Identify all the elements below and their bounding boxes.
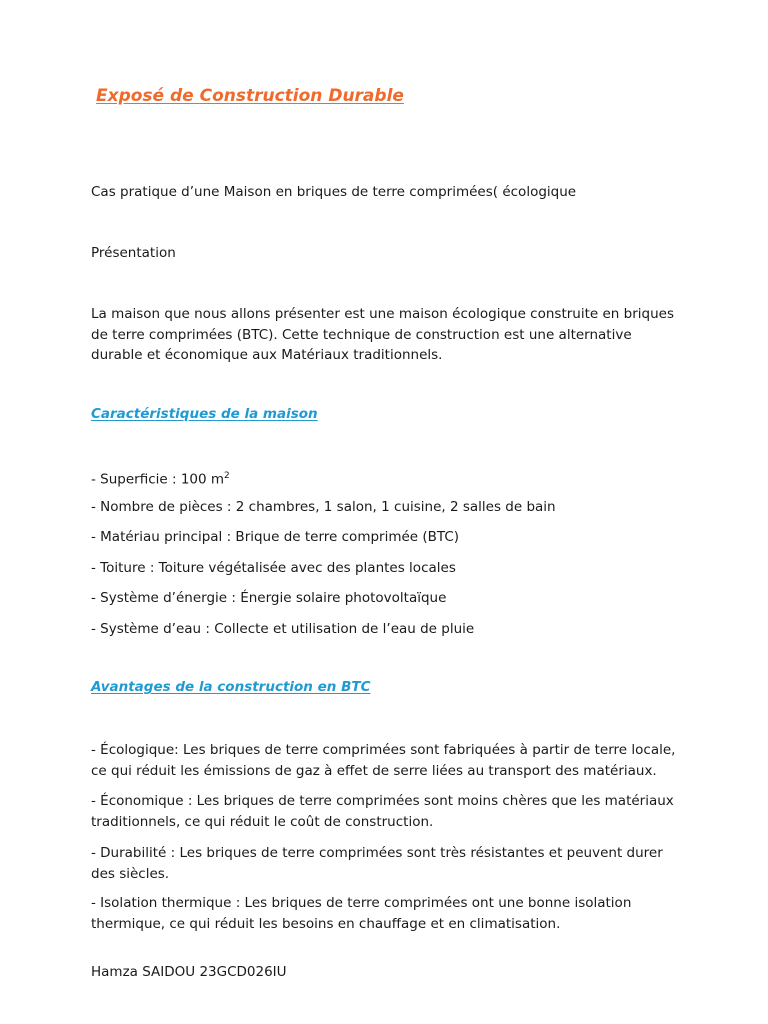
feature-item: - Nombre de pièces : 2 chambres, 1 salon, 1 cuisine, 2 salles de bain xyxy=(91,499,556,515)
caracteristiques-heading: Caractéristiques de la maison xyxy=(91,406,318,422)
feature-superficie xyxy=(91,466,230,490)
advantage-item: - Isolation thermique : Les briques de terre comprimées ont une bonne isolation thermique, ce qui réduit les besoins en chauffage et en climatisation. xyxy=(91,895,632,932)
advantage-item: - Écologique: Les briques de terre comprimées sont fabriquées à partir de terre locale, ce qui réduit les émissions de gaz à effet de serre liées au transport des matériaux. xyxy=(91,742,676,779)
avantages-heading: Avantages de la construction en BTC xyxy=(91,679,371,695)
feature-item: - Toiture : Toiture végétalisée avec des plantes locales xyxy=(91,560,456,576)
feature-superficie-superscript: 2 xyxy=(224,471,230,481)
advantage-item: - Économique : Les briques de terre comprimées sont moins chères que les matériaux traditionnels, ce qui réduit le coût de construction. xyxy=(91,793,674,830)
feature-item: - Matériau principal : Brique de terre comprimée (BTC) xyxy=(91,529,460,545)
document-title: Exposé de Construction Durable xyxy=(96,86,404,106)
feature-superficie-text: - Superficie : 100 m xyxy=(91,471,225,488)
feature-item: - Système d’énergie : Énergie solaire photovoltaïque xyxy=(91,590,447,606)
feature-item: - Système d’eau : Collecte et utilisation de l’eau de pluie xyxy=(91,621,475,637)
intro-paragraph: La maison que nous allons présenter est une maison écologique construite en briques de terre comprimées (BTC). Cette technique de construction est une alternative durable et économique aux Matériaux traditionnels. xyxy=(91,306,674,363)
author-line: Hamza SAIDOU 23GCD026IU xyxy=(91,964,287,980)
advantage-item: - Durabilité : Les briques de terre comprimées sont très résistantes et peuvent durer des siècles. xyxy=(91,845,663,882)
section-presentation-label: Présentation xyxy=(91,245,176,261)
document-subtitle: Cas pratique d’une Maison en briques de terre comprimées( écologique xyxy=(91,184,577,200)
